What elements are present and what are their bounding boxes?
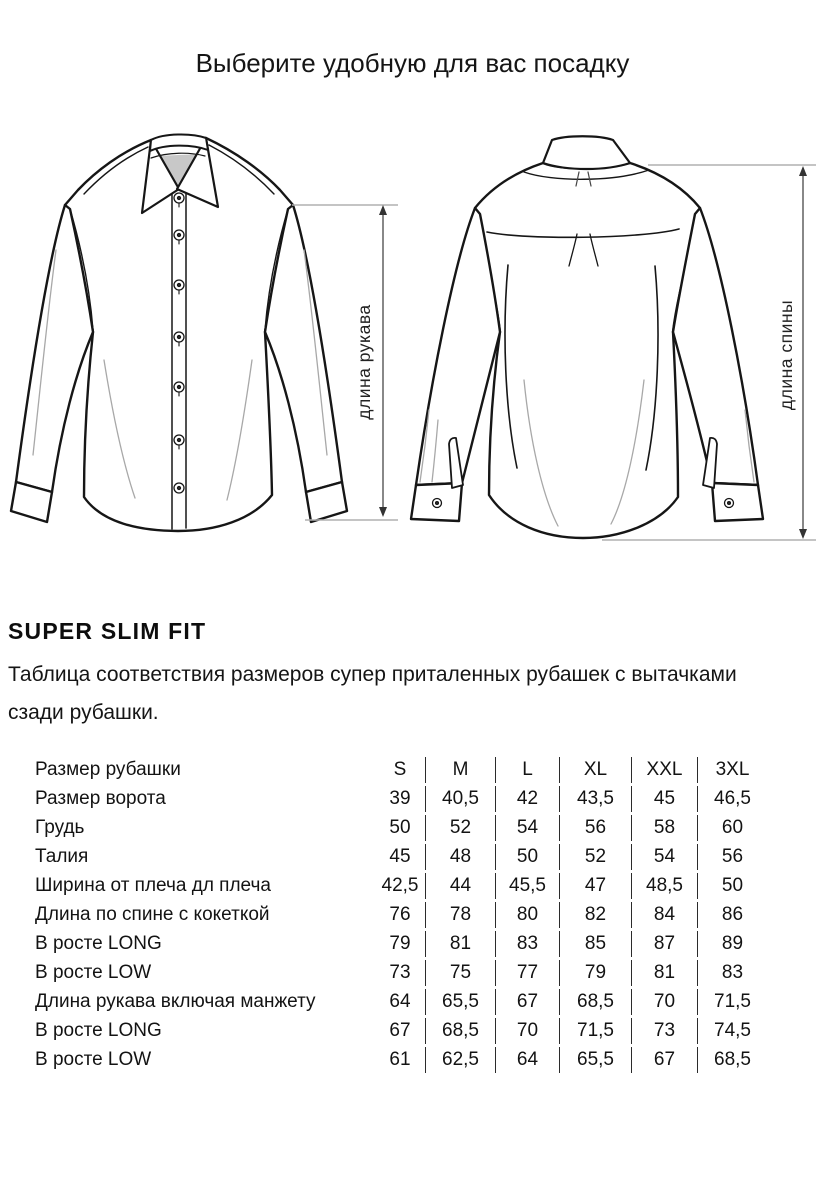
size-value: 87 bbox=[631, 931, 697, 957]
back-length-label: длина спины bbox=[776, 299, 796, 411]
size-value: 52 bbox=[425, 815, 495, 841]
size-column-header: XXL bbox=[631, 757, 697, 783]
size-table-row bbox=[35, 873, 767, 899]
size-value: 74,5 bbox=[697, 1018, 767, 1044]
back-left-sleeve bbox=[416, 208, 500, 485]
size-value: 86 bbox=[697, 902, 767, 928]
page-title: Выберите удобную для вас посадку bbox=[195, 48, 630, 78]
arrow-up-icon bbox=[799, 166, 807, 176]
size-value: 83 bbox=[697, 960, 767, 986]
size-table bbox=[35, 754, 767, 1076]
size-value: 73 bbox=[631, 1018, 697, 1044]
size-table-row bbox=[35, 902, 767, 928]
size-table-body bbox=[35, 757, 767, 1073]
size-value: 50 bbox=[495, 844, 559, 870]
size-value: 85 bbox=[559, 931, 631, 957]
arrow-up-icon bbox=[379, 205, 387, 215]
size-column-header: 3XL bbox=[697, 757, 767, 783]
size-table-row bbox=[35, 1047, 767, 1073]
size-table-row bbox=[35, 844, 767, 870]
size-value: 64 bbox=[389, 991, 411, 1012]
size-value: 48,5 bbox=[631, 873, 697, 899]
size-value: 71,5 bbox=[559, 1018, 631, 1044]
size-value: 83 bbox=[495, 931, 559, 957]
size-value: 52 bbox=[559, 844, 631, 870]
size-column-header: XL bbox=[559, 757, 631, 783]
size-table-row bbox=[35, 1018, 767, 1044]
size-value: 50 bbox=[697, 873, 767, 899]
size-value: 79 bbox=[389, 933, 411, 954]
size-value: 50 bbox=[389, 817, 411, 838]
row-label: Талия bbox=[35, 846, 89, 867]
size-table-row bbox=[35, 960, 767, 986]
size-value: 42 bbox=[495, 786, 559, 812]
shirt-diagram-canvas bbox=[0, 110, 825, 580]
row-label: В росте LONG bbox=[35, 1020, 162, 1041]
size-value: 79 bbox=[559, 960, 631, 986]
fit-description-line: сзади рубашки. bbox=[8, 701, 159, 724]
size-value: 58 bbox=[631, 815, 697, 841]
size-value: 65,5 bbox=[559, 1047, 631, 1073]
arrow-down-icon bbox=[799, 529, 807, 539]
sleeve-length-label: длина рукава bbox=[354, 304, 374, 420]
row-label: В росте LOW bbox=[35, 962, 152, 983]
size-value: 67 bbox=[389, 1020, 411, 1041]
row-label: Длина по спине с кокеткой bbox=[35, 904, 270, 925]
size-value: 68,5 bbox=[697, 1047, 767, 1073]
size-value: 82 bbox=[559, 902, 631, 928]
back-right-cuff bbox=[712, 483, 763, 521]
size-table-header-row bbox=[35, 757, 767, 783]
size-value: 39 bbox=[389, 788, 411, 809]
size-value: 76 bbox=[389, 904, 411, 925]
row-label: Размер ворота bbox=[35, 788, 166, 809]
size-value: 68,5 bbox=[559, 989, 631, 1015]
size-value: 80 bbox=[495, 902, 559, 928]
size-column-header: S bbox=[393, 759, 407, 780]
size-value: 89 bbox=[697, 931, 767, 957]
size-value: 45,5 bbox=[495, 873, 559, 899]
size-value: 67 bbox=[631, 1047, 697, 1073]
size-value: 81 bbox=[631, 960, 697, 986]
size-value: 75 bbox=[425, 960, 495, 986]
size-value: 40,5 bbox=[425, 786, 495, 812]
row-label: Ширина от плеча дл плеча bbox=[35, 875, 271, 896]
size-column-header: M bbox=[425, 757, 495, 783]
fit-description bbox=[8, 656, 818, 732]
row-label: Длина рукава включая манжету bbox=[35, 991, 316, 1012]
size-column-header: L bbox=[495, 757, 559, 783]
size-value: 70 bbox=[495, 1018, 559, 1044]
size-value: 54 bbox=[631, 844, 697, 870]
size-value: 70 bbox=[631, 989, 697, 1015]
size-value: 65,5 bbox=[425, 989, 495, 1015]
size-value: 77 bbox=[495, 960, 559, 986]
size-value: 61 bbox=[389, 1049, 411, 1070]
size-value: 47 bbox=[559, 873, 631, 899]
size-table-row bbox=[35, 931, 767, 957]
size-value: 48 bbox=[425, 844, 495, 870]
shirt-back-drawing bbox=[411, 136, 763, 538]
back-torso bbox=[475, 163, 700, 538]
size-table-row bbox=[35, 989, 767, 1015]
fit-heading: SUPER SLIM FIT bbox=[8, 618, 207, 644]
size-value: 62,5 bbox=[425, 1047, 495, 1073]
size-value: 84 bbox=[631, 902, 697, 928]
fit-description-line: Таблица соответствия размеров супер приталенных рубашек с вытачками bbox=[8, 663, 737, 686]
row-label: В росте LOW bbox=[35, 1049, 152, 1070]
size-value: 56 bbox=[559, 815, 631, 841]
row-label: В росте LONG bbox=[35, 933, 162, 954]
size-value: 54 bbox=[495, 815, 559, 841]
size-value: 67 bbox=[495, 989, 559, 1015]
button bbox=[174, 483, 184, 493]
size-value: 46,5 bbox=[697, 786, 767, 812]
arrow-down-icon bbox=[379, 507, 387, 517]
size-value: 81 bbox=[425, 931, 495, 957]
size-value: 73 bbox=[389, 962, 411, 983]
row-label: Размер рубашки bbox=[35, 759, 181, 780]
size-value: 45 bbox=[389, 846, 411, 867]
size-value: 60 bbox=[697, 815, 767, 841]
size-value: 43,5 bbox=[559, 786, 631, 812]
size-table-row bbox=[35, 786, 767, 812]
size-table-row bbox=[35, 815, 767, 841]
shirt-diagrams bbox=[0, 110, 825, 580]
size-value: 64 bbox=[495, 1047, 559, 1073]
shirt-front-drawing bbox=[11, 134, 347, 531]
size-value: 68,5 bbox=[425, 1018, 495, 1044]
size-value: 42,5 bbox=[381, 875, 419, 896]
size-value: 45 bbox=[631, 786, 697, 812]
size-value: 78 bbox=[425, 902, 495, 928]
row-label: Грудь bbox=[35, 817, 85, 838]
size-value: 56 bbox=[697, 844, 767, 870]
size-value: 71,5 bbox=[697, 989, 767, 1015]
size-value: 44 bbox=[425, 873, 495, 899]
